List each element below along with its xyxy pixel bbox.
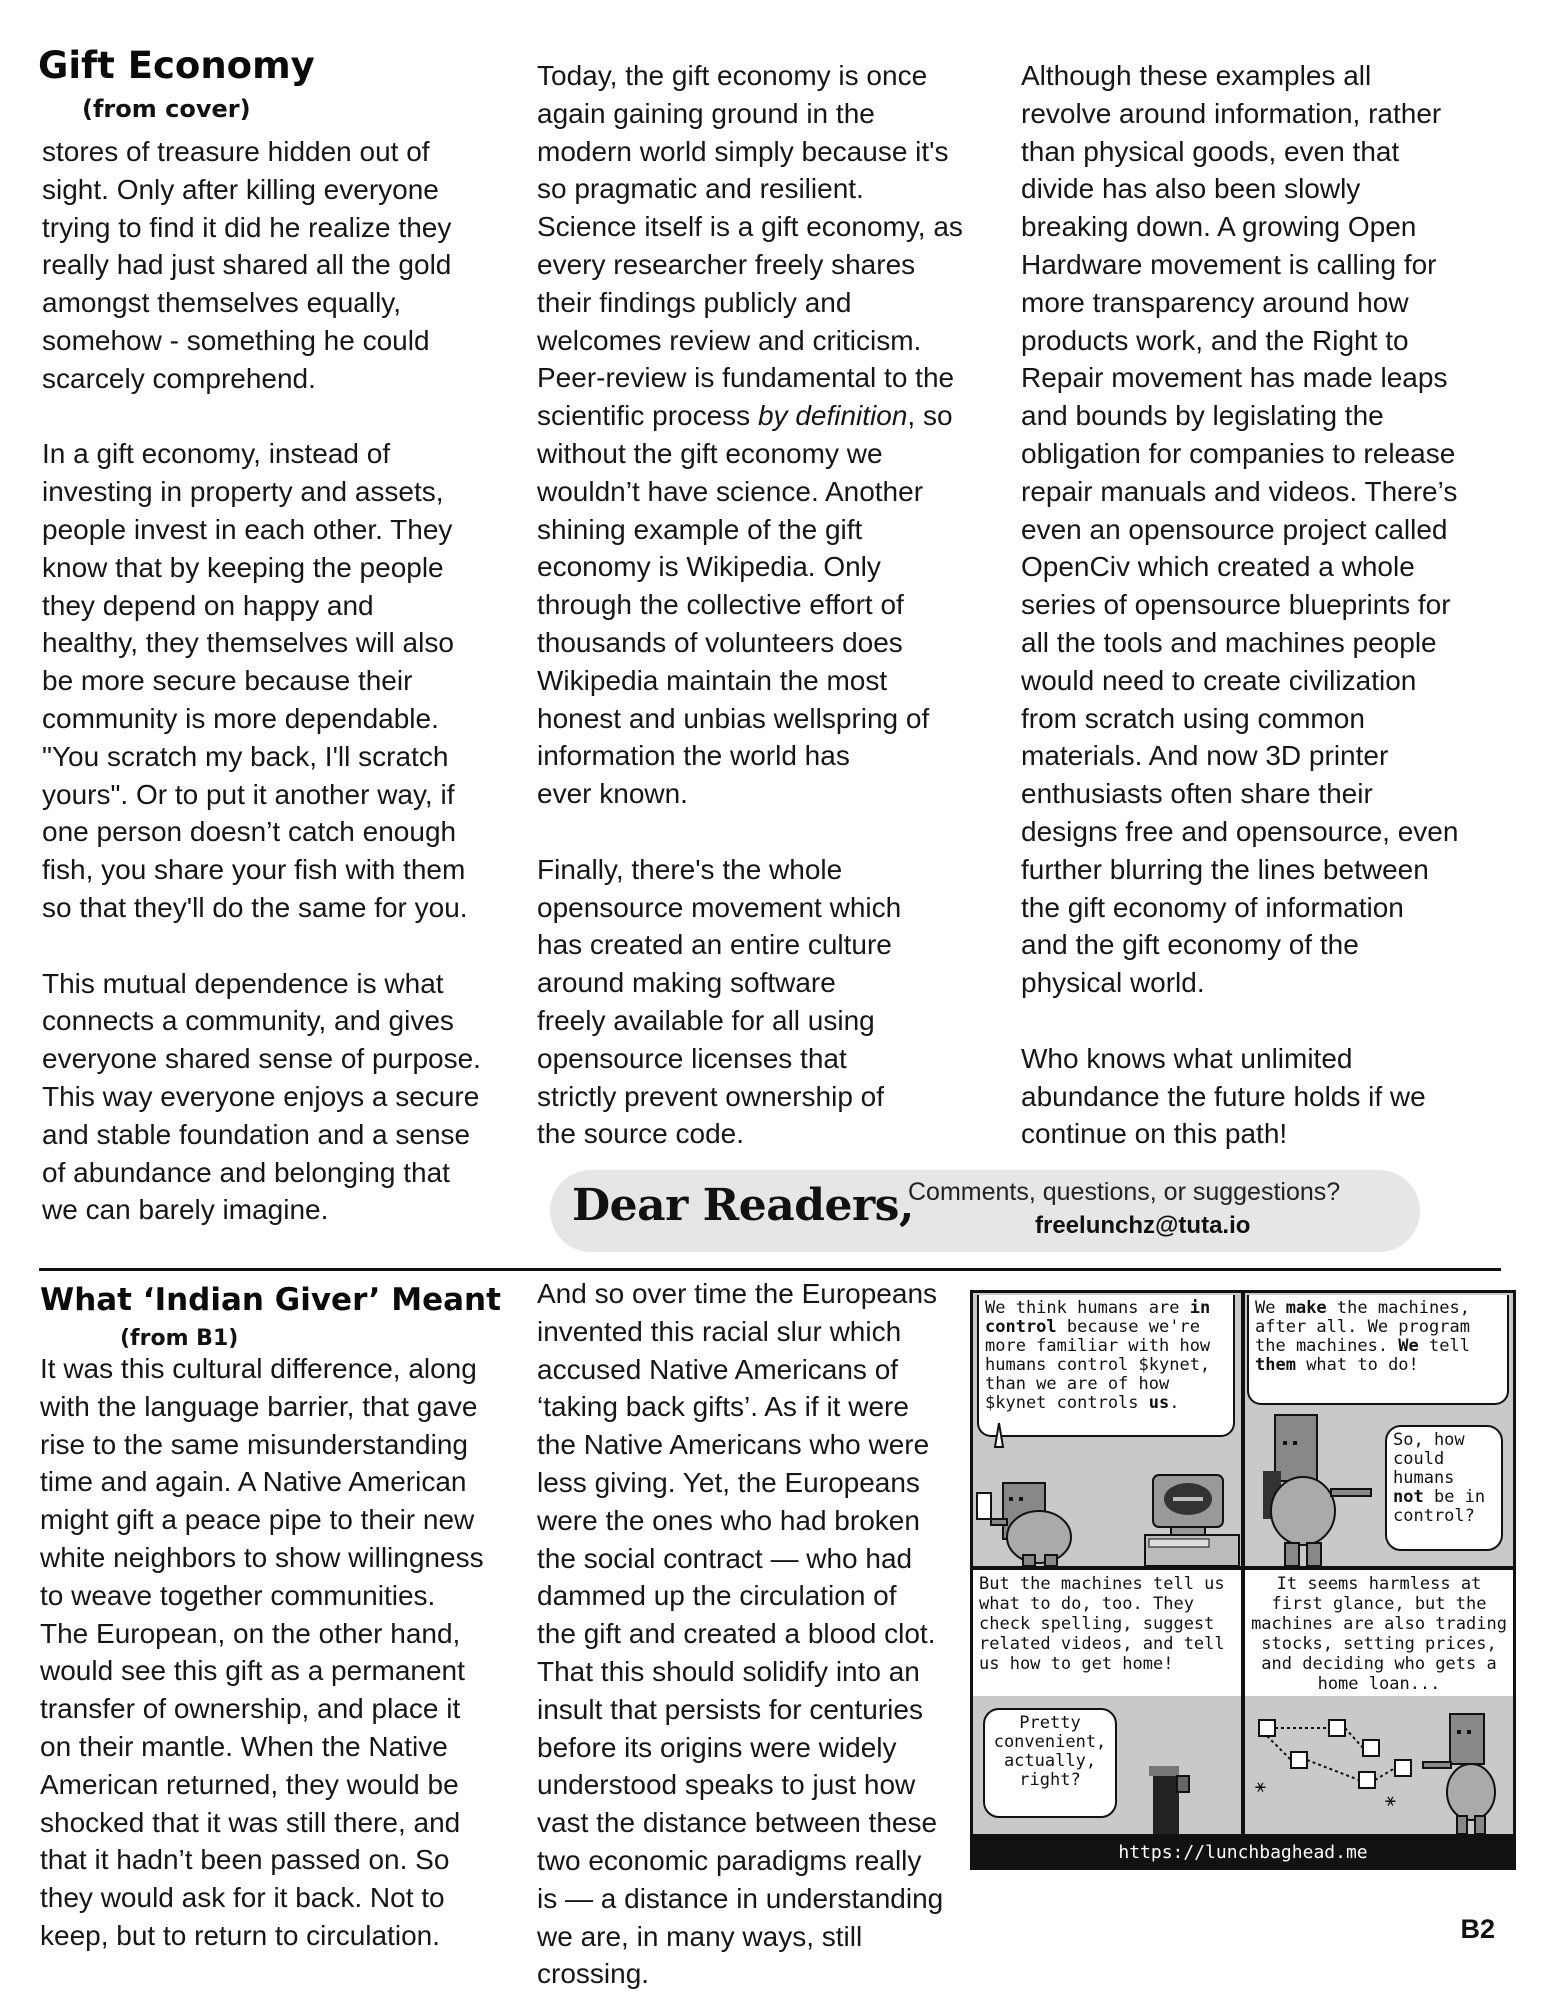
gift-column-1: [42, 133, 532, 1229]
gift-column-2: [537, 57, 1012, 1153]
dear-readers-email[interactable]: freelunchz@tuta.io: [1035, 1212, 1251, 1239]
comic-panel-4: [1245, 1570, 1513, 1834]
indian-paragraph: It was this cultural difference, along with the language barrier, that gave rise to the same misunderstanding time and again. A Native American might gift a peace pipe to their new white neighbors to show willingness to weave together communities. The European, on the other hand, would see this gift as a permanent transfer of ownership, and place it on their mantle. When the Native American returned, they would be shocked that it was still there, and that it hadn’t been passed on. So they would ask for it back. Not to keep, but to return to circulation.: [40, 1353, 484, 1951]
gift-economy-title: Gift Economy: [38, 44, 315, 87]
gift-paragraph: Finally, there's the whole opensource movement which has created an entire culture around making software freely available for all using opensource licenses that strictly prevent ownership of the source code.: [537, 853, 902, 1150]
page-number: B2: [1460, 1914, 1495, 1944]
comic-text: the machines, after all. We program the machines.: [1255, 1298, 1470, 1356]
svg-text:⚹: ⚹: [1385, 1790, 1396, 1811]
comic-text: We: [1255, 1298, 1286, 1318]
comic-text: We think humans are: [985, 1298, 1190, 1318]
indian-paragraph: And so over time the Europeans invented this racial slur which accused Native Americans of ‘taking back gifts’. As if it were the Native Americans who were less giving. Yet, the Europeans were the ones who had broken the social contract — who had dammed up the circulation of the gift and created a blood clot. That this should solidify into an insult that persists for centuries before its origins were widely understood speaks to just how vast the distance between these two economic paradigms really is — a distance in understanding we are, in many ways, still crossing.: [537, 1278, 944, 1990]
comic-text-bold: them: [1255, 1355, 1296, 1375]
robot-standing-icon: [1245, 1293, 1513, 1566]
comic-text: because we're more familiar with how humans control $kynet, than we are of how $kynet controls: [985, 1317, 1211, 1413]
dear-readers-box: [550, 1170, 1420, 1252]
gift-paragraph: Who knows what unlimited abundance the future holds if we continue on this path!: [1021, 1042, 1426, 1150]
gift-text-emphasis: by definition: [757, 400, 908, 432]
comic-text-bold: in control: [985, 1298, 1211, 1337]
section-divider: [39, 1268, 1501, 1271]
indian-column-1: [40, 1350, 560, 1955]
dear-readers-question: Comments, questions, or suggestions?: [908, 1178, 1341, 1206]
comic-text: So, how could humans: [1393, 1430, 1465, 1488]
comic-panel-3: [973, 1570, 1241, 1834]
indian-giver-title: What ‘Indian Giver’ Meant: [40, 1282, 501, 1318]
comic-strip: [970, 1290, 1516, 1870]
gift-paragraph: [537, 57, 1012, 813]
gift-paragraph: stores of treasure hidden out of sight. Only after killing everyone trying to find it did he realize they really had just shared all the gold amongst themselves equally, somehow - something he could scarcely comprehend.: [42, 136, 452, 394]
indian-giver-subtitle: (from B1): [120, 1326, 239, 1351]
comic-text-bold: make: [1285, 1298, 1327, 1318]
comic-bubble-4: Pretty convenient, actually, right?: [983, 1708, 1117, 1818]
network-and-robot-icon: [1245, 1570, 1513, 1834]
comic-text: .: [1169, 1393, 1180, 1413]
gift-paragraph: This mutual dependence is what connects a community, and gives everyone shared sense of purpose. This way everyone enjoys a secure and stable foundation and a sense of abundance and belonging that we can barely imagine.: [42, 967, 481, 1226]
gift-text: Today, the gift economy is once again gaining ground in the modern world simply because it's so pragmatic and resilient. Science itself is a gift economy, as every researcher freely shares their findings publicly and welcomes review and criticism. Peer-review is fundamental to the scientific process: [537, 60, 963, 432]
indian-column-2: [537, 1275, 982, 1993]
gift-text: , so without the gift economy we wouldn’t have science. Another shining example of the gift economy is Wikipedia. Only through the collective effort of thousands of volunteers does Wikipedia maintain the most honest and unbias wellspring of information the world has ever known.: [537, 400, 953, 810]
comic-text: be in control?: [1393, 1487, 1486, 1526]
comic-panel-2: [1245, 1293, 1513, 1566]
gift-paragraph: Although these examples all revolve around information, rather than physical goods, even that divide has also been slowly breaking down. A growing Open Hardware movement is calling for more transparency around how products work, and the Right to Repair movement has made leaps and bounds by legislating the obligation for companies to release repair manuals and videos. There’s even an opensource project called OpenCiv which created a whole series of opensource blueprints for all the tools and machines people would need to create civilization from scratch using common materials. And now 3D printer enthusiasts often share their designs free and opensource, even further blurring the lines between the gift economy of information and the gift economy of the physical world.: [1021, 60, 1459, 999]
comic-text-bold: We: [1398, 1336, 1419, 1356]
gift-paragraph: In a gift economy, instead of investing in property and assets, people invest in each other. They know that by keeping the people they depend on happy and healthy, they themselves will also be more secure because their community is more dependable. "You scratch my back, I'll scratch yours". Or to put it another way, if one person doesn’t catch enough fish, you share your fish with them so that they'll do the same for you.: [42, 438, 468, 923]
gift-column-3: [1021, 57, 1521, 1153]
svg-text:⚹: ⚹: [1255, 1776, 1266, 1797]
comic-text-bold: us: [1148, 1393, 1170, 1413]
gift-economy-subtitle: (from cover): [82, 95, 251, 123]
comic-text-bold: not: [1393, 1487, 1424, 1507]
comic-text: tell: [1418, 1336, 1470, 1356]
comic-caption-4: It seems harmless at first glance, but the machines are also trading stocks, setting prices, and deciding who gets a home loan...: [1245, 1570, 1513, 1696]
comic-caption-3: But the machines tell us what to do, too. They check spelling, suggest related videos, and tell us how to get home!: [973, 1570, 1241, 1696]
comic-text: what to do!: [1295, 1355, 1419, 1375]
comic-panel-1: [973, 1293, 1241, 1566]
person-with-phone-icon: [973, 1570, 1241, 1834]
robot-at-computer-icon: [973, 1293, 1241, 1566]
dear-readers-title: Dear Readers,: [572, 1180, 914, 1231]
comic-url[interactable]: https://lunchbaghead.me: [970, 1836, 1516, 1870]
